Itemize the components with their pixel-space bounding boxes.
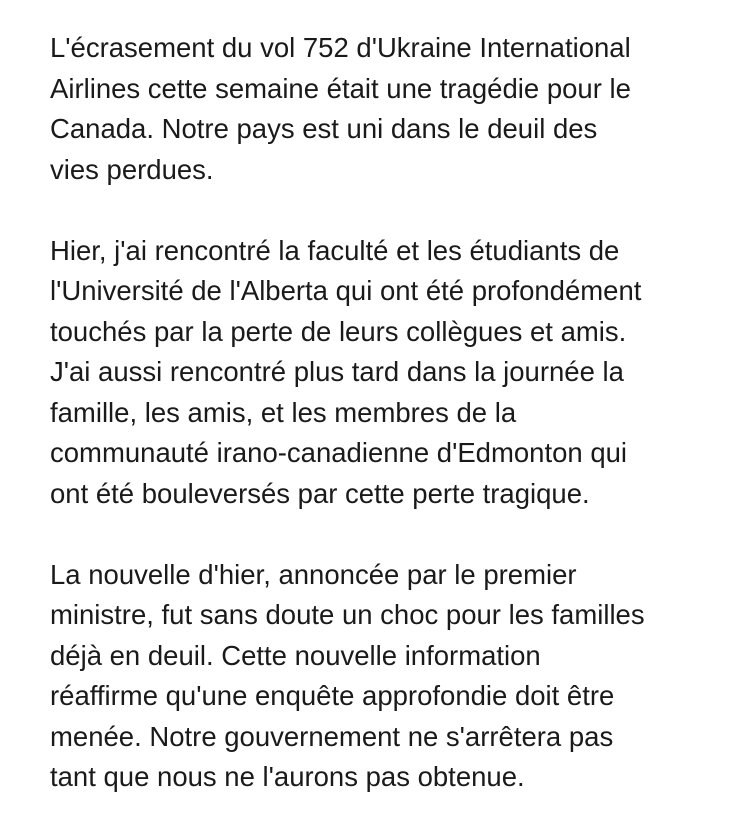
text-line: l'Université de l'Alberta qui ont été profondément xyxy=(50,275,642,306)
text-line: déjà en deuil. Cette nouvelle information xyxy=(50,639,541,671)
paragraph-1 xyxy=(50,28,730,190)
text-line: vies perdues. xyxy=(50,153,214,185)
statement-text xyxy=(50,28,730,798)
text-line: ont été bouleversés par cette perte tragique. xyxy=(50,477,590,509)
text-line: J'ai aussi rencontré plus tard dans la journée la xyxy=(50,356,624,387)
text-line: famille, les amis, et les membres de la xyxy=(50,396,517,428)
text-line: réaffirme qu'une enquête approfondie doit être xyxy=(50,680,615,711)
text-line: menée. Notre gouvernement ne s'arrêtera pas xyxy=(50,720,614,752)
text-line: ministre, fut sans doute un choc pour les familles xyxy=(50,599,645,630)
text-line: L'écrasement du vol 752 d'Ukraine International xyxy=(50,32,631,63)
text-line: Canada. Notre pays est uni dans le deuil des xyxy=(50,113,598,144)
paragraph-2 xyxy=(50,231,730,515)
text-line: Hier, j'ai rencontré la faculté et les étudiants de xyxy=(50,234,620,266)
paragraph-3 xyxy=(50,555,730,798)
text-line: touchés par la perte de leurs collègues et amis. xyxy=(50,315,627,347)
text-line: tant que nous ne l'aurons pas obtenue. xyxy=(50,761,525,792)
text-line: Airlines cette semaine était une tragédie pour le xyxy=(50,72,631,104)
text-line: communauté irano-canadienne d'Edmonton qui xyxy=(50,437,628,468)
text-line: La nouvelle d'hier, annoncée par le premier xyxy=(50,558,577,590)
